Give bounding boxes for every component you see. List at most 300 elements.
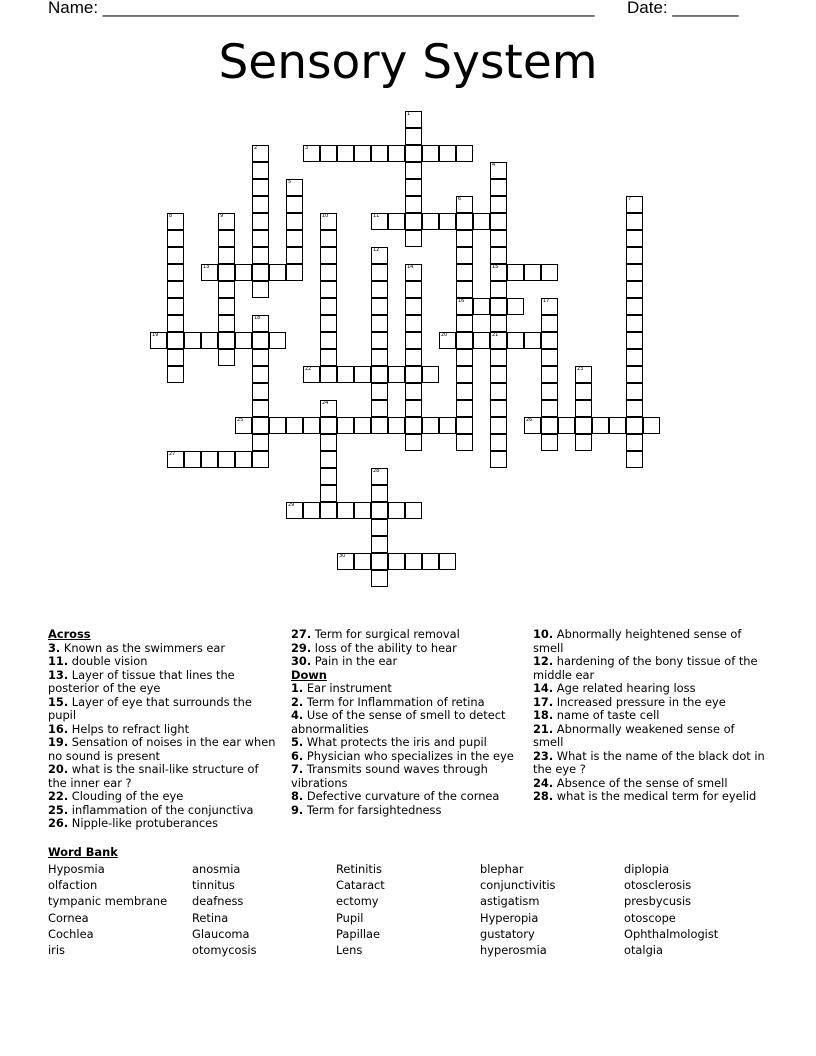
crossword-cell[interactable] bbox=[218, 230, 235, 247]
crossword-cell[interactable] bbox=[167, 451, 184, 468]
crossword-cell[interactable] bbox=[371, 485, 388, 502]
crossword-cell[interactable] bbox=[422, 213, 439, 230]
across-clue: 26. Nipple-like protuberances bbox=[48, 816, 219, 830]
crossword-cell[interactable] bbox=[626, 264, 643, 281]
crossword-cell[interactable] bbox=[575, 417, 592, 434]
crossword-cell[interactable] bbox=[490, 366, 507, 383]
crossword-cell[interactable] bbox=[286, 264, 303, 281]
crossword-cell[interactable] bbox=[252, 247, 269, 264]
down-clue: 23. What is the name of the black dot in the eye ? bbox=[533, 748, 765, 776]
crossword-cell[interactable] bbox=[337, 502, 354, 519]
crossword-cell[interactable] bbox=[252, 400, 269, 417]
crossword-cell[interactable] bbox=[456, 145, 473, 162]
crossword-cell[interactable] bbox=[507, 332, 524, 349]
word-bank-word: otoscope bbox=[624, 910, 676, 925]
crossword-cell[interactable] bbox=[320, 213, 337, 230]
crossword-cell[interactable] bbox=[541, 298, 558, 315]
crossword-cell[interactable] bbox=[456, 196, 473, 213]
crossword-cell[interactable] bbox=[575, 383, 592, 400]
crossword-cell[interactable] bbox=[626, 366, 643, 383]
crossword-cell[interactable] bbox=[490, 179, 507, 196]
word-bank-column bbox=[624, 861, 718, 958]
crossword-cell[interactable] bbox=[524, 264, 541, 281]
crossword-cell[interactable] bbox=[371, 502, 388, 519]
crossword-cell[interactable] bbox=[405, 315, 422, 332]
crossword-cell[interactable] bbox=[320, 451, 337, 468]
crossword-cell[interactable] bbox=[456, 366, 473, 383]
crossword-cell[interactable] bbox=[371, 332, 388, 349]
crossword-cell[interactable] bbox=[150, 332, 167, 349]
down-clue: 5. What protects the iris and pupil bbox=[291, 735, 487, 749]
crossword-cell[interactable] bbox=[541, 400, 558, 417]
crossword-cell[interactable] bbox=[218, 213, 235, 230]
crossword-cell[interactable] bbox=[252, 417, 269, 434]
crossword-cell[interactable] bbox=[422, 553, 439, 570]
crossword-cell[interactable] bbox=[626, 315, 643, 332]
crossword-cell[interactable] bbox=[490, 315, 507, 332]
crossword-cell[interactable] bbox=[490, 264, 507, 281]
crossword-cell[interactable] bbox=[252, 366, 269, 383]
word-bank-word: Pupil bbox=[336, 910, 364, 925]
clue-number: 21 bbox=[492, 332, 499, 338]
crossword-cell[interactable] bbox=[456, 281, 473, 298]
crossword-cell[interactable] bbox=[405, 179, 422, 196]
crossword-cell[interactable] bbox=[218, 247, 235, 264]
crossword-cell[interactable] bbox=[592, 417, 609, 434]
crossword-cell[interactable] bbox=[456, 349, 473, 366]
crossword-cell[interactable] bbox=[320, 468, 337, 485]
crossword-cell[interactable] bbox=[286, 230, 303, 247]
crossword-cell[interactable] bbox=[609, 417, 626, 434]
crossword-cell[interactable] bbox=[201, 451, 218, 468]
crossword-cell[interactable] bbox=[218, 315, 235, 332]
crossword-cell[interactable] bbox=[320, 434, 337, 451]
word-bank-word: Ophthalmologist bbox=[624, 926, 719, 941]
crossword-cell[interactable] bbox=[371, 247, 388, 264]
down-clue: 2. Term for Inflammation of retina bbox=[291, 694, 485, 709]
crossword-cell[interactable] bbox=[252, 349, 269, 366]
crossword-cell[interactable] bbox=[541, 383, 558, 400]
crossword-cell[interactable] bbox=[371, 145, 388, 162]
crossword-cell[interactable] bbox=[354, 553, 371, 570]
crossword-cell[interactable] bbox=[541, 349, 558, 366]
crossword-cell[interactable] bbox=[388, 502, 405, 519]
word-bank-column bbox=[336, 861, 385, 958]
crossword-cell[interactable] bbox=[490, 213, 507, 230]
crossword-cell[interactable] bbox=[490, 434, 507, 451]
crossword-cell[interactable] bbox=[167, 281, 184, 298]
crossword-cell[interactable] bbox=[541, 366, 558, 383]
word-bank-word: diplopia bbox=[624, 862, 670, 876]
crossword-cell[interactable] bbox=[167, 264, 184, 281]
crossword-cell[interactable] bbox=[337, 145, 354, 162]
crossword-cell[interactable] bbox=[320, 230, 337, 247]
crossword-cell[interactable] bbox=[626, 383, 643, 400]
crossword-cell[interactable] bbox=[371, 264, 388, 281]
crossword-cell[interactable] bbox=[354, 417, 371, 434]
across-clue: 13. Layer of tissue that lines the posterior of the eye bbox=[48, 667, 235, 695]
crossword-cell[interactable] bbox=[371, 519, 388, 536]
crossword-cell[interactable] bbox=[473, 298, 490, 315]
word-bank-column bbox=[48, 861, 167, 958]
crossword-cell[interactable] bbox=[269, 417, 286, 434]
crossword-cell[interactable] bbox=[303, 145, 320, 162]
word-bank-word: Cornea bbox=[48, 910, 89, 925]
crossword-cell[interactable] bbox=[286, 213, 303, 230]
crossword-cell[interactable] bbox=[490, 417, 507, 434]
crossword-cell[interactable] bbox=[371, 383, 388, 400]
crossword-cell[interactable] bbox=[167, 349, 184, 366]
crossword-cell[interactable] bbox=[456, 264, 473, 281]
crossword-cell[interactable] bbox=[235, 417, 252, 434]
crossword-cell[interactable] bbox=[439, 213, 456, 230]
crossword-cell[interactable] bbox=[371, 536, 388, 553]
crossword-cell[interactable] bbox=[473, 213, 490, 230]
crossword-cell[interactable] bbox=[252, 230, 269, 247]
crossword-cell[interactable] bbox=[490, 281, 507, 298]
crossword-cell[interactable] bbox=[320, 315, 337, 332]
crossword-cell[interactable] bbox=[541, 315, 558, 332]
crossword-cell[interactable] bbox=[167, 247, 184, 264]
down-clue: 21. Abnormally weakened sense of smell bbox=[533, 721, 735, 749]
crossword-cell[interactable] bbox=[354, 366, 371, 383]
word-bank-word: blephar bbox=[480, 862, 524, 876]
crossword-cell[interactable] bbox=[218, 451, 235, 468]
crossword-cell[interactable] bbox=[422, 366, 439, 383]
crossword-cell[interactable] bbox=[575, 366, 592, 383]
crossword-cell[interactable] bbox=[371, 315, 388, 332]
crossword-cell[interactable] bbox=[490, 451, 507, 468]
crossword-cell[interactable] bbox=[626, 196, 643, 213]
clue-number: 12 bbox=[373, 247, 380, 253]
crossword-cell[interactable] bbox=[507, 298, 524, 315]
crossword-cell[interactable] bbox=[405, 264, 422, 281]
crossword-cell[interactable] bbox=[541, 417, 558, 434]
crossword-cell[interactable] bbox=[575, 434, 592, 451]
crossword-cell[interactable] bbox=[371, 570, 388, 587]
crossword-cell[interactable] bbox=[218, 264, 235, 281]
crossword-cell[interactable] bbox=[235, 451, 252, 468]
crossword-cell[interactable] bbox=[456, 383, 473, 400]
crossword-cell[interactable] bbox=[439, 332, 456, 349]
word-bank-word: Cataract bbox=[336, 878, 385, 893]
crossword-cell[interactable] bbox=[354, 145, 371, 162]
crossword-cell[interactable] bbox=[371, 400, 388, 417]
clue-number: 4 bbox=[492, 162, 496, 168]
crossword-cell[interactable] bbox=[252, 196, 269, 213]
word-bank-word: tinnitus bbox=[192, 878, 235, 893]
word-bank-title: Word Bank bbox=[48, 845, 118, 859]
crossword-cell[interactable] bbox=[337, 417, 354, 434]
crossword-cell[interactable] bbox=[507, 264, 524, 281]
crossword-cell[interactable] bbox=[371, 417, 388, 434]
clue-number: 27 bbox=[169, 451, 176, 457]
crossword-cell[interactable] bbox=[320, 247, 337, 264]
crossword-cell[interactable] bbox=[218, 332, 235, 349]
crossword-cell[interactable] bbox=[388, 366, 405, 383]
crossword-cell[interactable] bbox=[320, 349, 337, 366]
crossword-cell[interactable] bbox=[167, 332, 184, 349]
crossword-cell[interactable] bbox=[490, 230, 507, 247]
word-bank-word: tympanic membrane bbox=[48, 894, 168, 909]
word-bank-word: anosmia bbox=[192, 862, 241, 876]
crossword-cell[interactable] bbox=[184, 451, 201, 468]
clue-number: 2 bbox=[254, 145, 258, 151]
crossword-cell[interactable] bbox=[456, 298, 473, 315]
crossword-cell[interactable] bbox=[320, 502, 337, 519]
crossword-cell[interactable] bbox=[439, 145, 456, 162]
crossword-cell[interactable] bbox=[252, 281, 269, 298]
across-clue: 27. Term for surgical removal bbox=[291, 627, 460, 641]
word-bank-word: otomycosis bbox=[192, 943, 257, 958]
crossword-cell[interactable] bbox=[235, 332, 252, 349]
crossword-cell[interactable] bbox=[405, 128, 422, 145]
crossword-cell[interactable] bbox=[320, 366, 337, 383]
clue-number: 9 bbox=[220, 213, 224, 219]
clue-number: 1 bbox=[407, 111, 411, 117]
crossword-cell[interactable] bbox=[218, 298, 235, 315]
crossword-cell[interactable] bbox=[286, 417, 303, 434]
crossword-cell[interactable] bbox=[320, 332, 337, 349]
crossword-cell[interactable] bbox=[167, 298, 184, 315]
clue-number: 5 bbox=[288, 179, 292, 185]
crossword-cell[interactable] bbox=[371, 349, 388, 366]
crossword-cell[interactable] bbox=[405, 332, 422, 349]
crossword-cell[interactable] bbox=[405, 349, 422, 366]
crossword-cell[interactable] bbox=[252, 434, 269, 451]
clue-number: 11 bbox=[373, 213, 380, 219]
crossword-cell[interactable] bbox=[643, 417, 660, 434]
crossword-cell[interactable] bbox=[303, 502, 320, 519]
crossword-cell[interactable] bbox=[490, 196, 507, 213]
crossword-cell[interactable] bbox=[269, 332, 286, 349]
crossword-cell[interactable] bbox=[456, 247, 473, 264]
crossword-cell[interactable] bbox=[337, 553, 354, 570]
crossword-cell[interactable] bbox=[320, 264, 337, 281]
crossword-cell[interactable] bbox=[473, 332, 490, 349]
crossword-cell[interactable] bbox=[371, 213, 388, 230]
crossword-cell[interactable] bbox=[405, 298, 422, 315]
crossword-cell[interactable] bbox=[626, 213, 643, 230]
clue-number: 24 bbox=[322, 400, 329, 406]
crossword-cell[interactable] bbox=[405, 417, 422, 434]
word-bank-word: ectomy bbox=[336, 894, 379, 909]
clue-number: 22 bbox=[305, 366, 312, 372]
crossword-cell[interactable] bbox=[320, 145, 337, 162]
clue-number: 18 bbox=[254, 315, 261, 321]
crossword-cell[interactable] bbox=[405, 162, 422, 179]
crossword-cell[interactable] bbox=[167, 230, 184, 247]
crossword-cell[interactable] bbox=[252, 315, 269, 332]
crossword-cell[interactable] bbox=[371, 468, 388, 485]
crossword-cell[interactable] bbox=[405, 111, 422, 128]
crossword-cell[interactable] bbox=[371, 298, 388, 315]
crossword-cell[interactable] bbox=[201, 264, 218, 281]
word-bank-word: Lens bbox=[336, 943, 363, 958]
crossword-cell[interactable] bbox=[456, 230, 473, 247]
crossword-cell[interactable] bbox=[371, 281, 388, 298]
page-title: Sensory System bbox=[218, 35, 598, 90]
crossword-cell[interactable] bbox=[490, 332, 507, 349]
down-clue: 7. Transmits sound waves through vibrations bbox=[291, 762, 488, 790]
crossword-cell[interactable] bbox=[558, 417, 575, 434]
crossword-cell[interactable] bbox=[456, 434, 473, 451]
crossword-cell[interactable] bbox=[354, 502, 371, 519]
word-bank-word: Retina bbox=[192, 910, 229, 925]
crossword-cell[interactable] bbox=[405, 230, 422, 247]
crossword-cell[interactable] bbox=[405, 145, 422, 162]
across-clue: 25. inflammation of the conjunctiva bbox=[48, 802, 254, 817]
crossword-cell[interactable] bbox=[286, 179, 303, 196]
down-clue: 4. Use of the sense of smell to detect abnormalities bbox=[291, 708, 506, 736]
clue-number: 29 bbox=[288, 502, 295, 508]
crossword-cell[interactable] bbox=[235, 264, 252, 281]
down-clue: 17. Increased pressure in the eye bbox=[533, 694, 726, 709]
word-bank-word: otosclerosis bbox=[624, 878, 692, 893]
clues-column-3 bbox=[533, 628, 768, 804]
crossword-cell[interactable] bbox=[541, 434, 558, 451]
crossword-cell[interactable] bbox=[422, 417, 439, 434]
crossword-cell[interactable] bbox=[320, 400, 337, 417]
crossword-cell[interactable] bbox=[490, 349, 507, 366]
down-clue: 24. Absence of the sense of smell bbox=[533, 775, 728, 790]
crossword-cell[interactable] bbox=[252, 213, 269, 230]
crossword-cell[interactable] bbox=[252, 383, 269, 400]
across-clue: 29. loss of the ability to hear bbox=[291, 640, 457, 655]
crossword-cell[interactable] bbox=[456, 315, 473, 332]
crossword-cell[interactable] bbox=[439, 417, 456, 434]
word-bank-word: astigatism bbox=[480, 894, 540, 909]
clue-number: 7 bbox=[628, 196, 632, 202]
crossword-cell[interactable] bbox=[626, 417, 643, 434]
crossword-cell[interactable] bbox=[337, 366, 354, 383]
crossword-cell[interactable] bbox=[167, 213, 184, 230]
crossword-cell[interactable] bbox=[626, 247, 643, 264]
crossword-cell[interactable] bbox=[252, 179, 269, 196]
crossword-cell[interactable] bbox=[252, 264, 269, 281]
word-bank-word: iris bbox=[48, 943, 65, 958]
crossword-cell[interactable] bbox=[575, 400, 592, 417]
word-bank-word: Cochlea bbox=[48, 926, 94, 941]
clues-column-1 bbox=[48, 628, 278, 831]
crossword-cell[interactable] bbox=[626, 434, 643, 451]
word-bank-column bbox=[192, 861, 257, 958]
crossword-cell[interactable] bbox=[405, 434, 422, 451]
across-clue: 15. Layer of eye that surrounds the pupil bbox=[48, 694, 252, 722]
crossword-cell[interactable] bbox=[490, 298, 507, 315]
crossword-cell[interactable] bbox=[286, 196, 303, 213]
across-clue: 3. Known as the swimmers ear bbox=[48, 640, 226, 655]
crossword-cell[interactable] bbox=[388, 145, 405, 162]
down-clue: 18. name of taste cell bbox=[533, 708, 660, 722]
crossword-cell[interactable] bbox=[524, 417, 541, 434]
crossword-cell[interactable] bbox=[252, 145, 269, 162]
crossword-cell[interactable] bbox=[405, 213, 422, 230]
crossword-cell[interactable] bbox=[218, 281, 235, 298]
crossword-cell[interactable] bbox=[303, 366, 320, 383]
down-heading: Down bbox=[291, 667, 327, 682]
crossword-cell[interactable] bbox=[405, 281, 422, 298]
crossword-cell[interactable] bbox=[490, 247, 507, 264]
crossword-cell[interactable] bbox=[252, 451, 269, 468]
clue-number: 23 bbox=[577, 366, 584, 372]
crossword-cell[interactable] bbox=[626, 230, 643, 247]
crossword-cell[interactable] bbox=[320, 417, 337, 434]
crossword-cell[interactable] bbox=[456, 213, 473, 230]
crossword-cell[interactable] bbox=[456, 417, 473, 434]
crossword-cell[interactable] bbox=[626, 451, 643, 468]
across-clue: 20. what is the snail-like structure of the inner ear ? bbox=[48, 762, 259, 790]
crossword-cell[interactable] bbox=[184, 332, 201, 349]
crossword-cell[interactable] bbox=[167, 315, 184, 332]
word-bank-word: gustatory bbox=[480, 926, 535, 941]
crossword-cell[interactable] bbox=[218, 349, 235, 366]
crossword-cell[interactable] bbox=[320, 281, 337, 298]
crossword-cell[interactable] bbox=[269, 264, 286, 281]
clue-number: 13 bbox=[203, 264, 210, 270]
crossword-cell[interactable] bbox=[167, 366, 184, 383]
crossword-cell[interactable] bbox=[456, 332, 473, 349]
clue-number: 10 bbox=[322, 213, 329, 219]
crossword-cell[interactable] bbox=[252, 332, 269, 349]
crossword-cell[interactable] bbox=[320, 298, 337, 315]
crossword-cell[interactable] bbox=[405, 400, 422, 417]
crossword-cell[interactable] bbox=[524, 332, 541, 349]
crossword-cell[interactable] bbox=[286, 502, 303, 519]
crossword-cell[interactable] bbox=[201, 332, 218, 349]
clue-number: 16 bbox=[458, 298, 465, 304]
clue-number: 26 bbox=[526, 417, 533, 423]
crossword-cell[interactable] bbox=[439, 553, 456, 570]
clue-number: 30 bbox=[339, 553, 346, 559]
crossword-cell[interactable] bbox=[371, 553, 388, 570]
crossword-cell[interactable] bbox=[541, 264, 558, 281]
crossword-cell[interactable] bbox=[490, 400, 507, 417]
crossword-cell[interactable] bbox=[626, 281, 643, 298]
crossword-cell[interactable] bbox=[405, 383, 422, 400]
crossword-cell[interactable] bbox=[405, 366, 422, 383]
crossword-cell[interactable] bbox=[405, 196, 422, 213]
crossword-cell[interactable] bbox=[422, 145, 439, 162]
crossword-cell[interactable] bbox=[303, 417, 320, 434]
crossword-cell[interactable] bbox=[490, 162, 507, 179]
crossword-cell[interactable] bbox=[388, 417, 405, 434]
crossword-cell[interactable] bbox=[626, 298, 643, 315]
crossword-cell[interactable] bbox=[405, 553, 422, 570]
crossword-cell[interactable] bbox=[541, 332, 558, 349]
crossword-cell[interactable] bbox=[320, 485, 337, 502]
crossword-cell[interactable] bbox=[456, 400, 473, 417]
crossword-cell[interactable] bbox=[626, 400, 643, 417]
crossword-cell[interactable] bbox=[388, 553, 405, 570]
clue-number: 17 bbox=[543, 298, 550, 304]
crossword-cell[interactable] bbox=[252, 162, 269, 179]
crossword-cell[interactable] bbox=[490, 383, 507, 400]
crossword-cell[interactable] bbox=[626, 349, 643, 366]
crossword-cell[interactable] bbox=[405, 502, 422, 519]
date-field[interactable]: Date: _______ bbox=[627, 0, 739, 17]
down-clue: 28. what is the medical term for eyelid bbox=[533, 789, 757, 803]
crossword-cell[interactable] bbox=[371, 366, 388, 383]
crossword-cell[interactable] bbox=[286, 247, 303, 264]
clue-number: 28 bbox=[373, 468, 380, 474]
crossword-cell[interactable] bbox=[388, 213, 405, 230]
name-field[interactable]: Name: ____________________________________________________ bbox=[48, 0, 595, 17]
across-clue: 11. double vision bbox=[48, 654, 148, 668]
clue-number: 25 bbox=[237, 417, 244, 423]
crossword-cell[interactable] bbox=[626, 332, 643, 349]
down-clue: 14. Age related hearing loss bbox=[533, 681, 696, 695]
